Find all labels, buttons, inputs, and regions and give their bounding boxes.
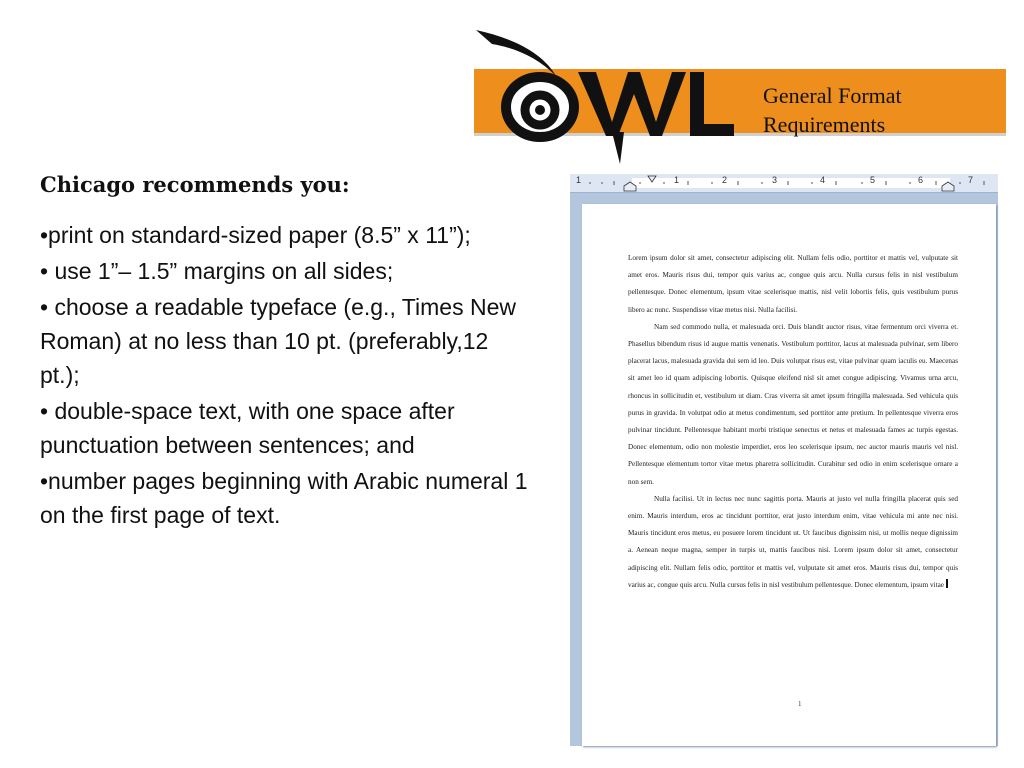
word-document-screenshot xyxy=(570,174,998,746)
ruler-ticks xyxy=(570,174,998,192)
banner-title-line1: General Format xyxy=(763,83,902,108)
ruler-number: 3 xyxy=(772,175,778,185)
bullet-item: • double-space text, with one space after punctuation between sentences; and xyxy=(40,398,455,458)
ruler-number: 1 xyxy=(674,175,680,185)
bullet-item: •number pages beginning with Arabic numeral 1 on the first page of text. xyxy=(40,468,528,528)
ruler-number: 2 xyxy=(722,175,728,185)
document-page[interactable] xyxy=(582,204,996,746)
slide-heading: Chicago recommends you: xyxy=(40,172,350,197)
ruler xyxy=(570,174,998,193)
first-line-indent-marker xyxy=(648,176,656,182)
owl-logo xyxy=(472,24,742,168)
ruler-number: 6 xyxy=(918,175,924,185)
ruler-number: 7 xyxy=(968,175,974,185)
document-paragraph: Nam sed commodo nulla, et malesuada orci. Duis blandit auctor risus, vitae fermentum orci viverra et. Phasellus bibendum risus id augue mattis venenatis. Vestibulum porttitor, lacus at malesuada pulvinar, sem libero placerat lacus, malesuada gravida dui sem id leo. Duis volutpat risus est, vitae pulvinar quam iaculis eu. Maecenas sit amet leo id quam adipiscing lobortis. Quisque eleifend nisl sit amet congue adipiscing. Vivamus urna arcu, rhoncus in sollicitudin et, vestibulum ut diam. Cras viverra sit amet ipsum fringilla malesuada. Sed vehicula quis purus in gravida. In volutpat odio at metus condimentum, sed porttitor ante pretium. In pellentesque viverra eros pulvinar tincidunt. Pellentesque habitant morbi tristique senectus et netus et malesuada fames ac turpis egestas. Donec elementum, odio non molestie imperdiet, eros leo scelerisque ipsum, nec auctor mauris mauris vel nisl. Pellentesque elementum tortor vitae metus pharetra sollicitudin. Curabitur sed odio in enim scelerisque ornare a non sem. xyxy=(628,322,958,486)
bullet-item: •print on standard-sized paper (8.5” x 11”); xyxy=(40,222,471,248)
bullet-item: • choose a readable typeface (e.g., Times New Roman) at no less than 10 pt. (preferably,12 pt.); xyxy=(40,294,516,388)
ruler-number: 1 xyxy=(576,175,582,185)
banner-title xyxy=(763,81,983,139)
page-number: 1 xyxy=(798,700,802,708)
document-paragraph: Lorem ipsum dolor sit amet, consectetur adipiscing elit. Nullam felis odio, porttitor et mattis vel, vulputate sit amet eros. Mauris risus dui, tempor quis varius ac, congue quis arcu. Nulla cursus felis in nisl vestibulum pellentesque. Donec elementum, ipsum vitae scelerisque mattis, nisl velit lobortis felis, quis vestibulum purus libero ac nunc. Suspendisse vitae metus nisi. Nulla facilisi. xyxy=(628,254,958,314)
right-indent-marker xyxy=(942,182,954,191)
left-indent-marker xyxy=(624,182,636,191)
text-cursor xyxy=(946,579,948,588)
ruler-number: 4 xyxy=(820,175,826,185)
banner-title-line2: Requirements xyxy=(763,112,886,137)
bullet-list xyxy=(40,218,528,534)
document-body[interactable] xyxy=(628,250,958,594)
ruler-number: 5 xyxy=(870,175,876,185)
bullet-item: • use 1”– 1.5” margins on all sides; xyxy=(40,258,394,284)
document-paragraph: Nulla facilisi. Ut in lectus nec nunc sagittis porta. Mauris at justo vel nulla fringilla placerat quis sed enim. Mauris interdum, eros ac tincidunt porttitor, erat justo interdum enim, vitae vehicula mi ante nec nisi. Mauris tincidunt eros metus, eu posuere lorem tincidunt ut. Ut faucibus dignissim nisi, ut mollis neque dignissim a. Aenean neque magna, semper in turpis ut, mattis faucibus nisi. Lorem ipsum dolor sit amet, consectetur adipiscing elit. Nullam felis odio, porttitor et mattis vel, vulputate sit amet eros. Mauris risus dui, tempor quis varius ac, congue quis arcu. Nulla cursus felis in nisl vestibulum pellentesque. Donec elementum, ipsum vitae xyxy=(628,494,958,589)
